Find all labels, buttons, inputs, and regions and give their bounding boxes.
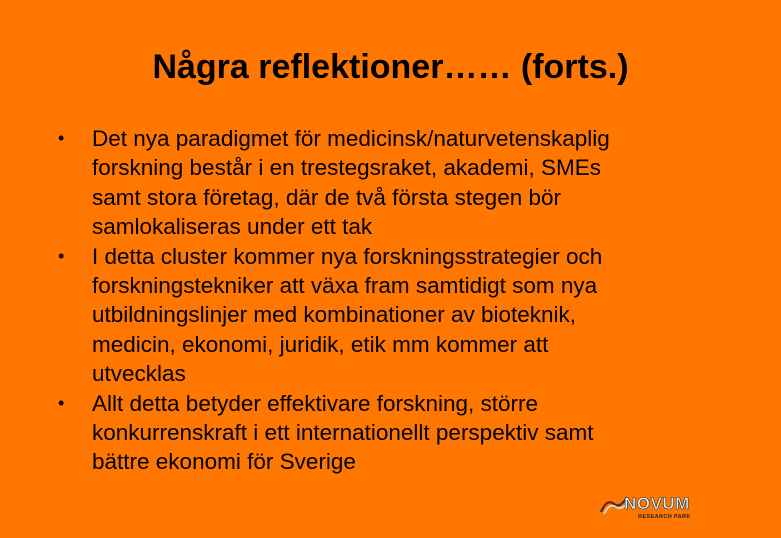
bullet-line: Allt detta betyder effektivare forskning, större xyxy=(92,390,539,416)
logo-subtitle: RESEARCH PARK xyxy=(638,514,691,520)
bullet-line: medicin, ekonomi, juridik, etik mm kommer att xyxy=(92,331,549,357)
bullet-icon: • xyxy=(58,128,65,148)
bullet-line: forskning består i en trestegsraket, akademi, SMEs xyxy=(92,155,601,181)
bullet-line: Det nya paradigmet för medicinsk/naturvetenskaplig xyxy=(92,126,610,151)
logo-name: NOVUM xyxy=(624,494,690,513)
bullet-line: utvecklas xyxy=(92,361,186,387)
bullet-icon: • xyxy=(58,245,65,266)
bullet-line: utbildningslinjer med kombinationer av bioteknik, xyxy=(92,302,577,328)
bullet-line: I detta cluster kommer nya forskningsstrategier och xyxy=(92,243,603,269)
bullet-line: samlokaliseras under ett tak xyxy=(92,214,373,240)
bullet-list xyxy=(58,124,758,477)
bullet-item-2 xyxy=(58,242,758,389)
bullet-item-3 xyxy=(58,389,758,477)
bullet-line: forskningstekniker att växa fram samtidigt som nya xyxy=(92,273,598,299)
bullet-line: konkurrenskraft i ett internationellt perspektiv samt xyxy=(92,420,594,446)
bullet-icon: • xyxy=(58,392,65,413)
bullet-line: samt stora företag, där de två första stegen bör xyxy=(92,184,561,210)
bullet-item-1 xyxy=(58,124,758,242)
bullet-line: bättre ekonomi för Sverige xyxy=(92,449,356,475)
slide-title: Några reflektioner…… (forts.) xyxy=(152,48,629,86)
novum-logo xyxy=(600,494,710,524)
